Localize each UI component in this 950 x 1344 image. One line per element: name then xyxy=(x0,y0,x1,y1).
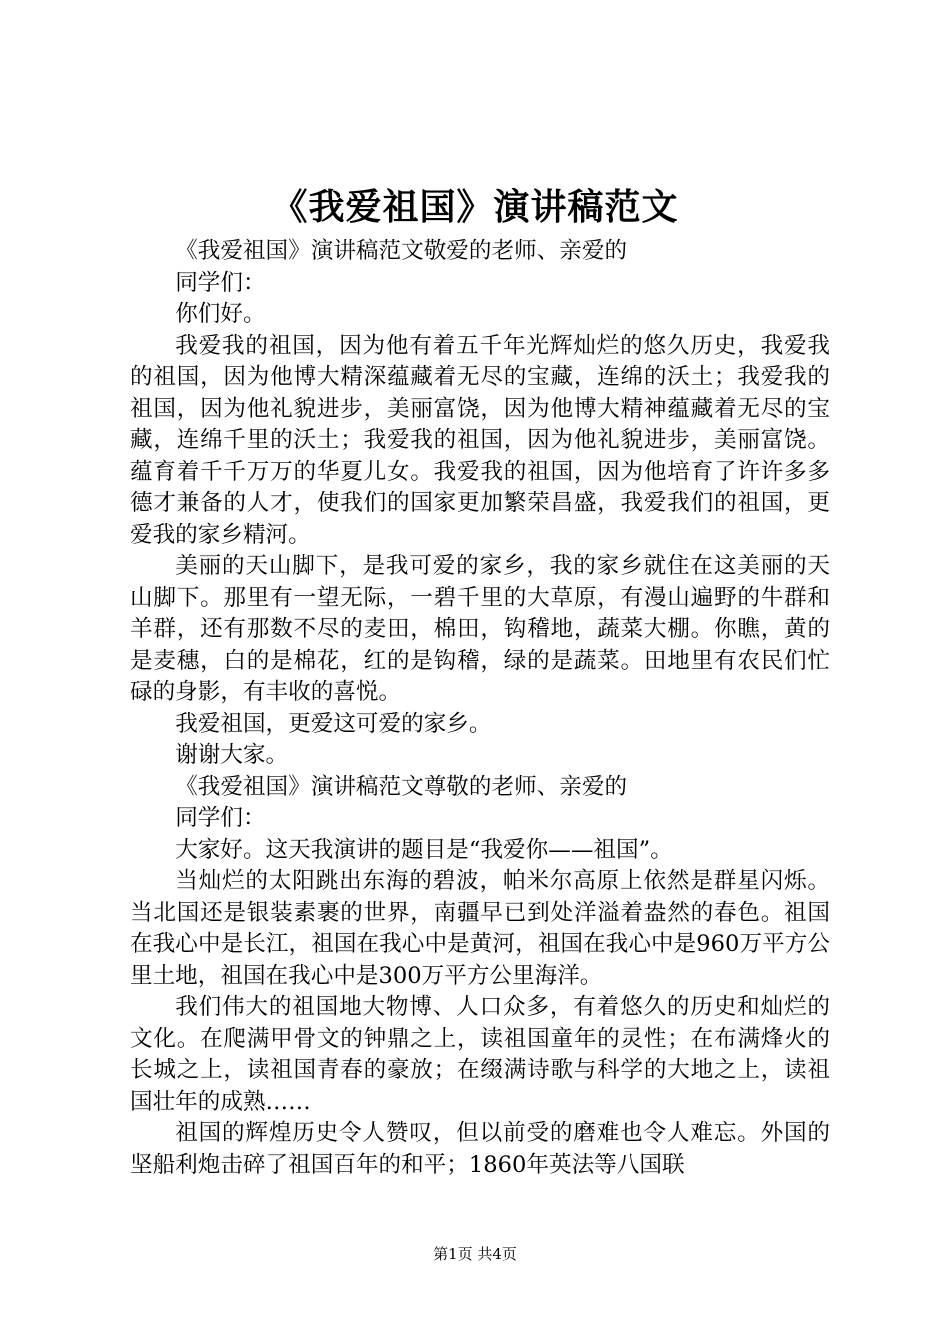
paragraph: 我爱祖国，更爱这可爱的家乡。 xyxy=(175,710,492,737)
paragraph: 同学们： xyxy=(175,805,266,831)
paragraph: 谢谢大家。 xyxy=(175,742,289,768)
paragraph: 大家好。这天我演讲的题目是“我爱你——祖国”。 xyxy=(175,836,673,863)
paragraph: 《我爱祖国》演讲稿范文尊敬的老师、亲爱的 xyxy=(175,773,628,800)
paragraph: 当灿烂的太阳跳出东海的碧波，帕米尔高原上依然是群星闪烁。当北国还是银装素裹的世界，南疆早已到处洋溢着盎然的春色。祖国在我心中是长江，祖国在我心中是黄河，祖国在我心中是960万平方公里土地，祖国在我心中是300万平方公里海洋。 xyxy=(130,868,830,989)
paragraph: 美丽的天山脚下，是我可爱的家乡，我的家乡就住在这美丽的天山脚下。那里有一望无际，一碧千里的大草原，有漫山遍野的牛群和羊群，还有那数不尽的麦田，棉田，钩稽地，蔬菜大棚。你瞧，黄的是麦穗，白的是棉花，红的是钩稽，绿的是蔬菜。田地里有农民们忙碌的身影，有丰收的喜悦。 xyxy=(130,553,830,705)
paragraph: 《我爱祖国》演讲稿范文敬爱的老师、亲爱的 xyxy=(175,238,628,264)
paragraph: 我们伟大的祖国地大物博、人口众多，有着悠久的历史和灿烂的文化。在爬满甲骨文的钟鼎之上，读祖国童年的灵性；在布满烽火的长城之上，读祖国青春的豪放；在缀满诗歌与科学的大地之上，读祖国壮年的成熟…… xyxy=(130,994,830,1115)
paragraph: 我爱我的祖国，因为他有着五千年光辉灿烂的悠久历史，我爱我的祖国，因为他博大精深蕴藏着无尽的宝藏，连绵的沃土；我爱我的祖国，因为他礼貌进步，美丽富饶，因为他博大精神蕴藏着无尽的宝藏，连绵千里的沃土；我爱我的祖国，因为他礼貌进步，美丽富饶。蕴育着千千万万的华夏儿女。我爱我的祖国，因为他培育了许许多多德才兼备的人才，使我们的国家更加繁荣昌盛，我爱我们的祖国，更爱我的家乡精河。 xyxy=(130,332,830,548)
paragraph: 同学们： xyxy=(175,269,266,296)
document-body xyxy=(130,236,830,1181)
page-footer: 第1页 共4页 xyxy=(433,1245,517,1263)
document-title: 《我爱祖国》演讲稿范文 xyxy=(271,186,679,228)
paragraph: 祖国的辉煌历史令人赞叹，但以前受的磨难也令人难忘。外国的坚船利炮击碎了祖国百年的和平；1860年英法等八国联 xyxy=(130,1120,830,1178)
paragraph: 你们好。 xyxy=(175,301,266,327)
